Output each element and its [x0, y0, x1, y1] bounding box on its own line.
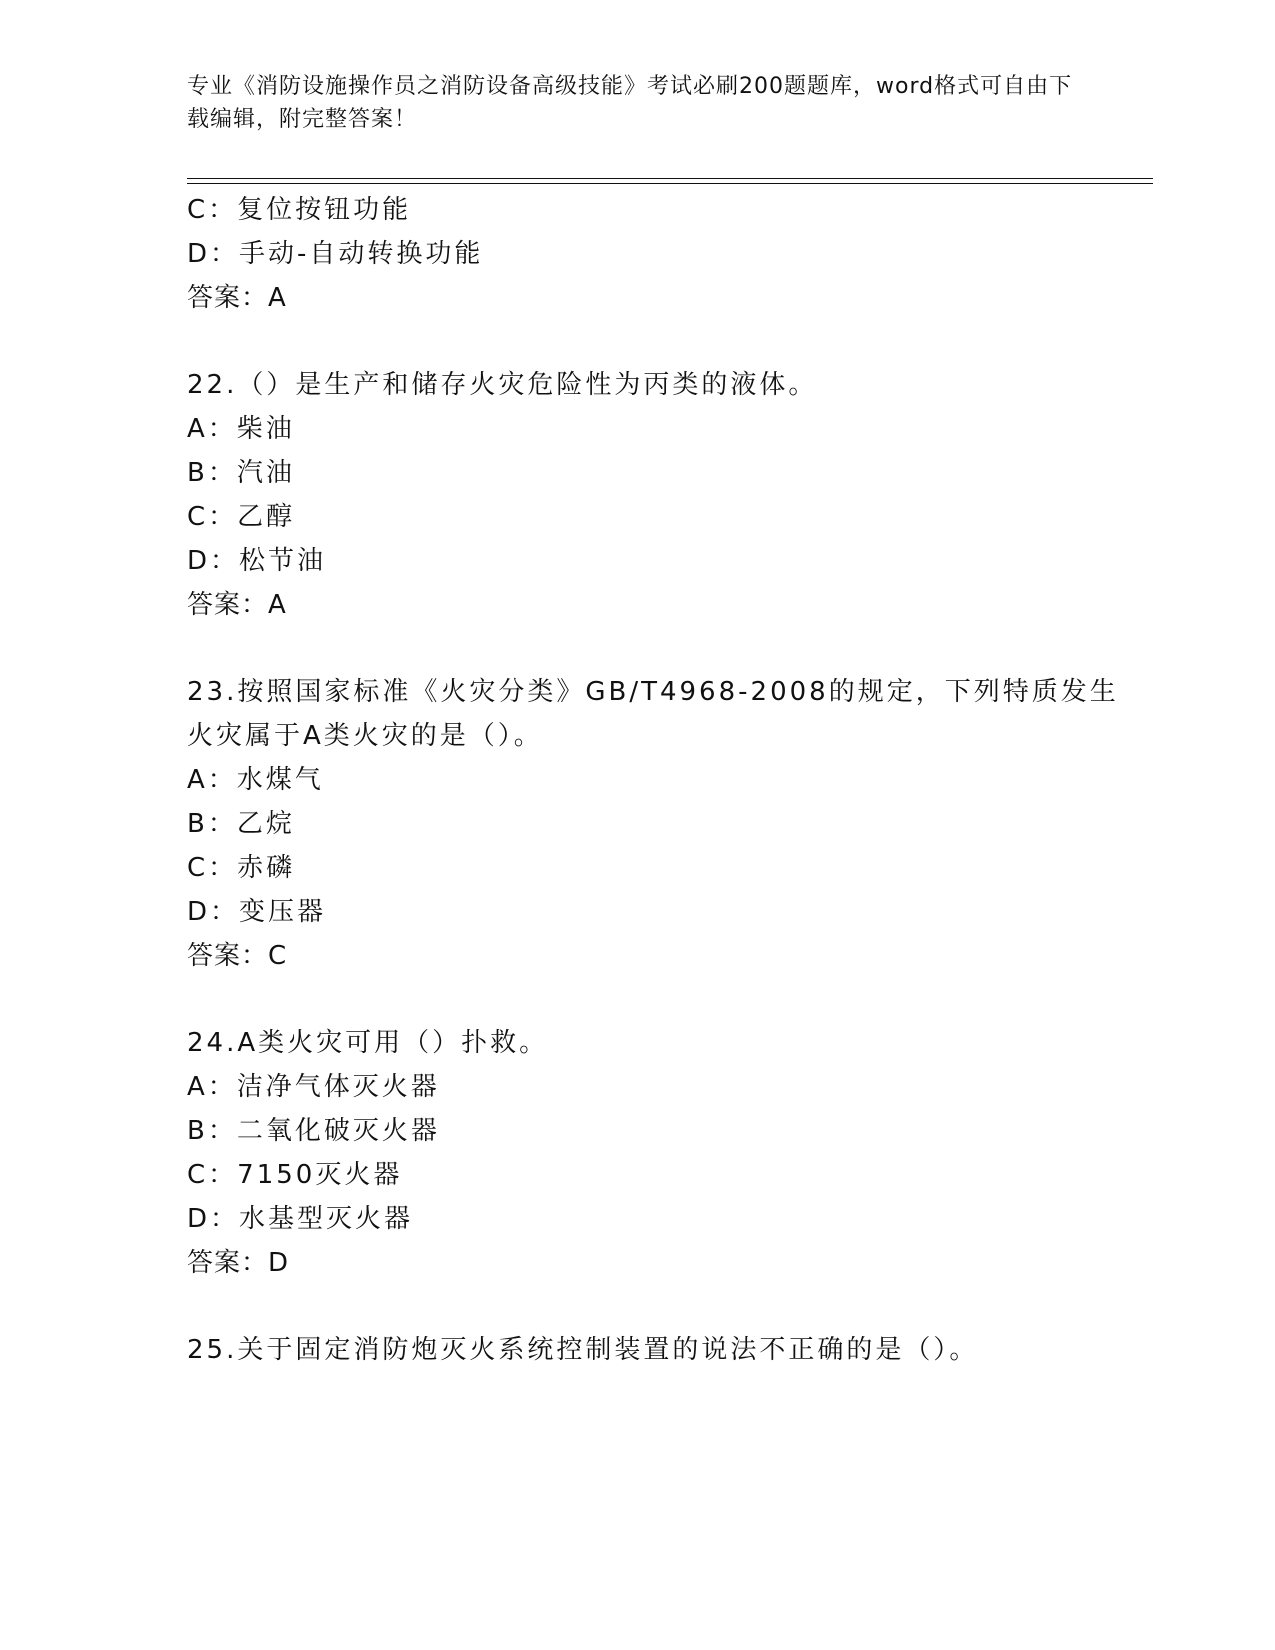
q22-option-d: D：松节油	[187, 546, 327, 576]
q23-question-line2: 火灾属于A类火灾的是（）。	[187, 721, 543, 751]
q24-option-b: B：二氧化破灭火器	[187, 1116, 440, 1146]
q22-question: 22.（）是生产和储存火灾危险性为丙类的液体。	[187, 370, 818, 400]
q24-option-a: A：洁净气体灭火器	[187, 1072, 440, 1102]
q24-answer: 答案：D	[187, 1248, 290, 1278]
q21-option-c: C：复位按钮功能	[187, 195, 412, 225]
q23-option-a: A：水煤气	[187, 765, 324, 795]
q25-question: 25.关于固定消防炮灭火系统控制装置的说法不正确的是（）。	[187, 1335, 979, 1365]
q24-option-d: D：水基型灭火器	[187, 1204, 414, 1234]
header-rule-top	[187, 178, 1153, 179]
q23-answer: 答案：C	[187, 941, 288, 971]
q22-option-a: A：柴油	[187, 414, 295, 444]
q23-option-d: D：变压器	[187, 897, 327, 927]
document-header: 专业《消防设施操作员之消防设备高级技能》考试必刷200题题库，word格式可自由下载编辑，附完整答案！	[187, 74, 1073, 132]
header-rule-bottom	[187, 183, 1153, 184]
q22-option-c: C：乙醇	[187, 502, 296, 532]
q22-answer: 答案：A	[187, 590, 287, 620]
q23-option-b: B：乙烷	[187, 809, 295, 839]
q23-option-c: C：赤磷	[187, 853, 296, 883]
q23-question-line1: 23.按照国家标准《火灾分类》GB/T4968-2008的规定，下列特质发生	[187, 677, 1119, 707]
q22-option-b: B：汽油	[187, 458, 295, 488]
q21-answer: 答案：A	[187, 283, 287, 313]
q21-option-d: D：手动-自动转换功能	[187, 239, 484, 269]
q24-option-c: C：7150灭火器	[187, 1160, 403, 1190]
q24-question: 24.A类火灾可用（）扑救。	[187, 1028, 549, 1058]
